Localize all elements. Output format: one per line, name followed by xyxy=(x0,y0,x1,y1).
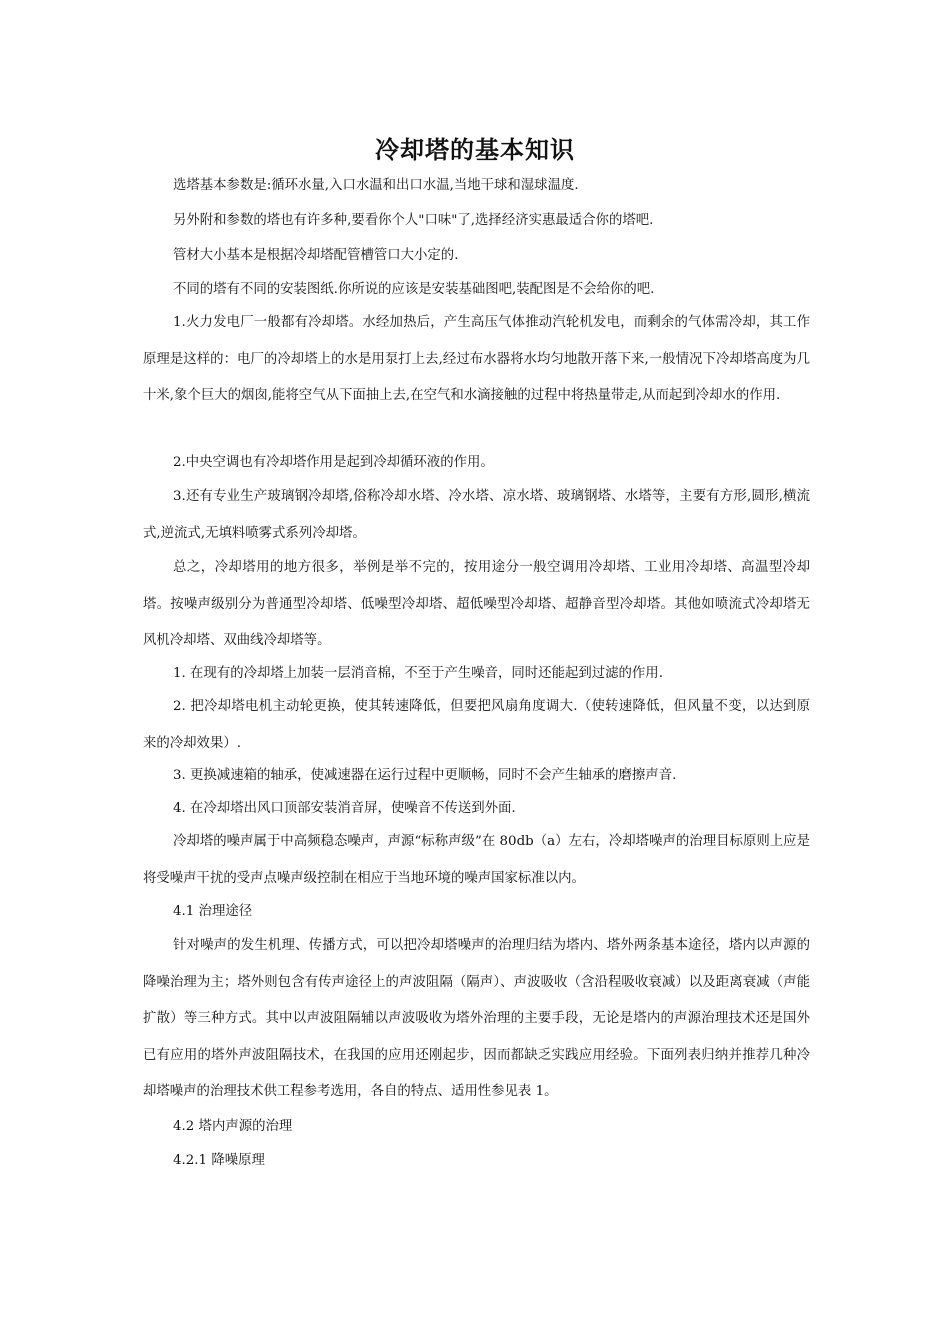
section-heading: 4.2 塔内声源的治理 xyxy=(173,1119,293,1134)
paragraph: 总之，冷却塔用的地方很多，举例是举不完的，按用途分一般空调用冷却塔、工业用冷却塔、高温型冷却塔。按噪声级别分为普通型冷却塔、低噪型冷却塔、超低噪型冷却塔、超静音型冷却塔。其他如喷流式冷却塔无风机冷却塔、双曲线冷却塔等。 xyxy=(143,560,810,648)
section-heading: 4.1 治理途径 xyxy=(173,904,253,919)
list-item: 2. 把冷却塔电机主动轮更换，使其转速降低，但要把风扇角度调大.（使转速降低，但风量不变，以达到原来的冷却效果）. xyxy=(143,699,810,751)
paragraph: 1.火力发电厂一般都有冷却塔。水经加热后，产生高压气体推动汽轮机发电，而剩余的气体需冷却，其工作原理是这样的：电厂的冷却塔上的水是用泵打上去,经过布水器将水均匀地散开落下来,一般情况下冷却塔高度为几十米,象个巨大的烟囱,能将空气从下面抽上去,在空气和水滴接触的过程中将热量带走,从而起到冷却水的作用. xyxy=(143,315,810,403)
list-item: 3. 更换减速箱的轴承，使减速器在运行过程中更顺畅，同时不会产生轴承的磨擦声音. xyxy=(173,768,677,783)
section-heading: 4.2.1 降噪原理 xyxy=(173,1153,265,1168)
paragraph: 3.还有专业生产玻璃钢冷却塔,俗称冷却水塔、冷水塔、凉水塔、玻璃钢塔、水塔等，主要有方形,圆形,横流式,逆流式,无填料喷雾式系列冷却塔。 xyxy=(143,489,810,541)
paragraph: 不同的塔有不同的安装图纸.你所说的应该是安装基础图吧,装配图是不会给你的吧. xyxy=(173,282,655,297)
paragraph: 冷却塔的噪声属于中高频稳态噪声，声源“标称声级”在 80db（a）左右，冷却塔噪声的治理目标原则上应是将受噪声干扰的受声点噪声级控制在相应于当地环境的噪声国家标准以内。 xyxy=(143,834,810,886)
list-item: 4. 在冷却塔出风口顶部安装消音屏，使噪音不传送到外面. xyxy=(173,801,516,816)
paragraph: 另外附和参数的塔也有许多种,要看你个人"口味"了,选择经济实惠最适合你的塔吧. xyxy=(173,213,654,228)
paragraph: 管材大小基本是根据冷却塔配管槽管口大小定的. xyxy=(173,248,459,263)
paragraph: 2.中央空调也有冷却塔作用是起到冷却循环液的作用。 xyxy=(173,455,494,470)
document-title: 冷却塔的基本知识 xyxy=(375,135,575,164)
paragraph: 选塔基本参数是:循环水量,入口水温和出口水温,当地干球和湿球温度. xyxy=(173,178,579,193)
paragraph: 针对噪声的发生机理、传播方式，可以把冷却塔噪声的治理归结为塔内、塔外两条基本途径，塔内以声源的降噪治理为主；塔外则包含有传声途径上的声波阻隔（隔声）、声波吸收（含沿程吸收衰减）以及距离衰减（声能扩散）等三种方式。其中以声波阻隔辅以声波吸收为塔外治理的主要手段，无论是塔内的声源治理技术还是国外已有应用的塔外声波阻隔技术，在我国的应用还刚起步，因而都缺乏实践应用经验。下面列表归纳并推荐几种冷却塔噪声的治理技术供工程参考选用，各自的特点、适用性参见表 1。 xyxy=(143,938,810,1099)
list-item: 1. 在现有的冷却塔上加装一层消音棉，不至于产生噪音，同时还能起到过滤的作用. xyxy=(173,666,663,681)
